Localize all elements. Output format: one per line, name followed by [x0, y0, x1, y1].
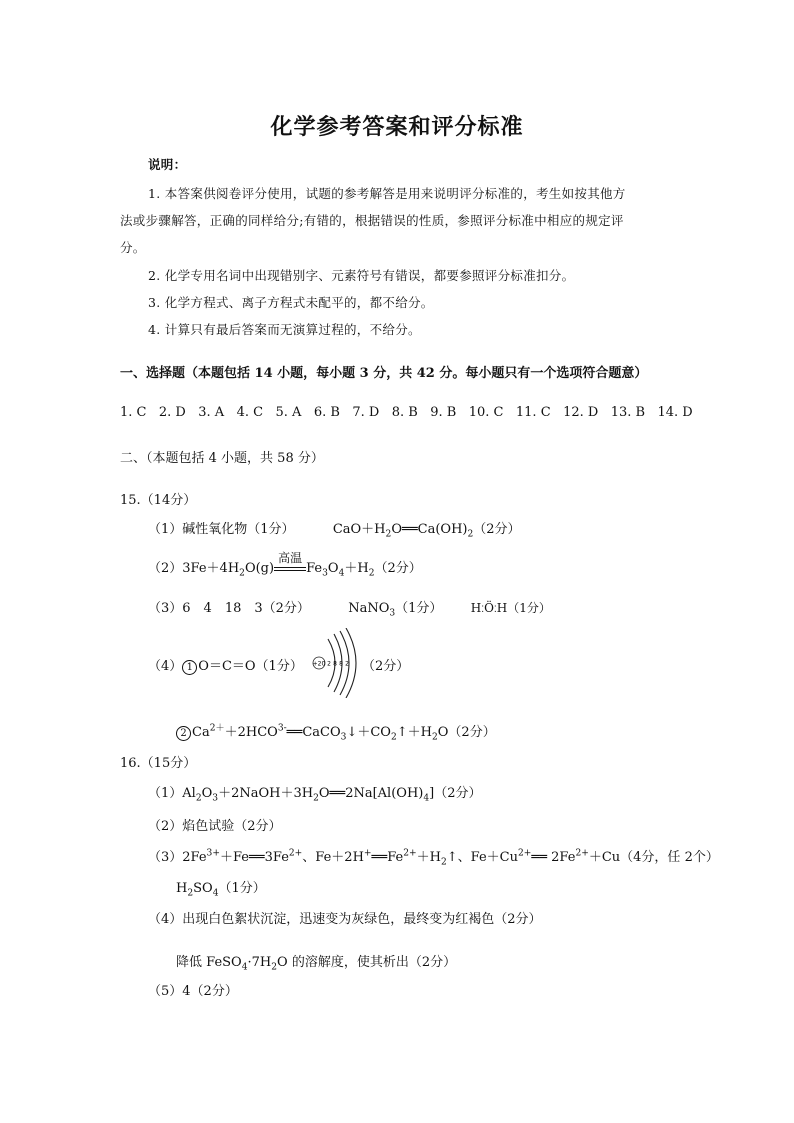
section1-heading: 一、选择题（本题包括 14 小题，每小题 3 分，共 42 分。每小题只有一个选项符合题意） [120, 366, 648, 381]
q15-label: 15.（14分） [120, 493, 197, 508]
q16-part3: $(3)2Fe^{3+}+Fe══3Fe^{2+}$、$Fe+2H^+══Fe^{2+}+H_2↑$、$Fe+Cu^{2+}══$ $2Fe^{2+}+Cu(4$分，任 2个） [148, 848, 719, 868]
answer-item: 4. C [236, 405, 264, 420]
answer-item: 3. A [198, 405, 225, 420]
q15-part4: （4） 1 O＝C＝O（1分） [148, 659, 303, 674]
note-line-1: 1. 本答案供阅卷评分使用，试题的参考解答是用来说明评分标准的，考生如按其他方 [148, 186, 626, 201]
q16-part1: $(1)Al_2O_3+2NaOH+3H_2O══2Na[Al(OH)_4](2$分） [148, 786, 482, 804]
q15-part1 [148, 518, 521, 540]
note-line-6: 4. 计算只有最后答案而无演算过程的，不给分。 [148, 322, 421, 337]
answer-item: 1. C [120, 405, 147, 420]
q15-part3: （3）6 4 18 3（2分） NaNO$_3$（1分） H⁚Ö⁚H（1分） [148, 601, 551, 619]
answer-item: 14. D [657, 405, 693, 420]
answer-item: 8. B [391, 405, 418, 420]
q16-part2: （2）焰色试验（2分） [148, 819, 282, 834]
shell-count: 2 [345, 660, 349, 668]
answer-item: 11. C [515, 405, 551, 420]
q15-p3-formula: NaNO$_3$（1分） [348, 601, 443, 619]
circled-number-2: 2 [176, 726, 191, 741]
note-line-4: 2. 化学专用名词中出现错别字、元素符号有错误，都要参照评分标准扣分。 [148, 268, 575, 283]
note-line-3: 分。 [120, 240, 146, 255]
answer-item: 5. A [275, 405, 302, 420]
reaction-condition: 高温 [274, 567, 306, 576]
q16-part3-2: $H_2SO_4(1$分） [176, 881, 266, 899]
answer-item: 9. B [430, 405, 457, 420]
q15-part2: $(2)3Fe+4H_2O(g)$ 高温 $Fe_3O_4+H_2(2$分） [148, 551, 422, 579]
q15-p4-score: （2分） [362, 659, 410, 674]
circled-number-1: 1 [182, 660, 197, 675]
shell-count: 2 [327, 660, 331, 668]
atom-structure-diagram [310, 628, 360, 698]
q16-part5: （5）4（2分） [148, 984, 238, 999]
electron-formula-water: H⁚Ö⁚H（1分） [470, 601, 551, 615]
q16-part4-2: 降低 $FeSO_4\cdot 7H_2O$ 的溶解度，使其析出（2分） [176, 955, 457, 973]
q15-p1-answer: （1）碱性氧化物（1分） [148, 522, 295, 537]
q15-p1-equation: $CaO+H_2O══Ca(OH)_2(2$分） [332, 522, 521, 540]
answer-item: 6. B [313, 405, 340, 420]
nucleus-charge: +20 [312, 660, 326, 668]
q15-part4-2: 2 $Ca^{2+}+2HCO^{3-}══CaCO_3↓+CO_2↑+H_2O(2$分） [176, 721, 496, 741]
q16-label: 16.（15分） [120, 756, 197, 771]
q16-part4: （4）出现白色絮状沉淀，迅速变为灰绿色，最终变为红褐色（2分） [148, 912, 542, 927]
notes-heading: 说明： [148, 157, 187, 172]
answer-item: 10. C [468, 405, 504, 420]
answer-item: 12. D [563, 405, 599, 420]
answer-item: 7. D [352, 405, 380, 420]
shell-count: 8 [339, 660, 343, 668]
answer-item: 2. D [158, 405, 186, 420]
shell-count: 8 [333, 660, 337, 668]
answer-item: 13. B [610, 405, 646, 420]
section1-answers [120, 405, 693, 420]
note-line-5: 3. 化学方程式、离子方程式未配平的，都不给分。 [148, 295, 434, 310]
note-line-2: 法或步骤解答，正确的同样给分;有错的，根据错误的性质，参照评分标准中相应的规定评 [120, 213, 624, 228]
page-title: 化学参考答案和评分标准 [270, 114, 524, 140]
section2-heading: 二、（本题包括 4 小题，共 58 分） [120, 451, 324, 466]
